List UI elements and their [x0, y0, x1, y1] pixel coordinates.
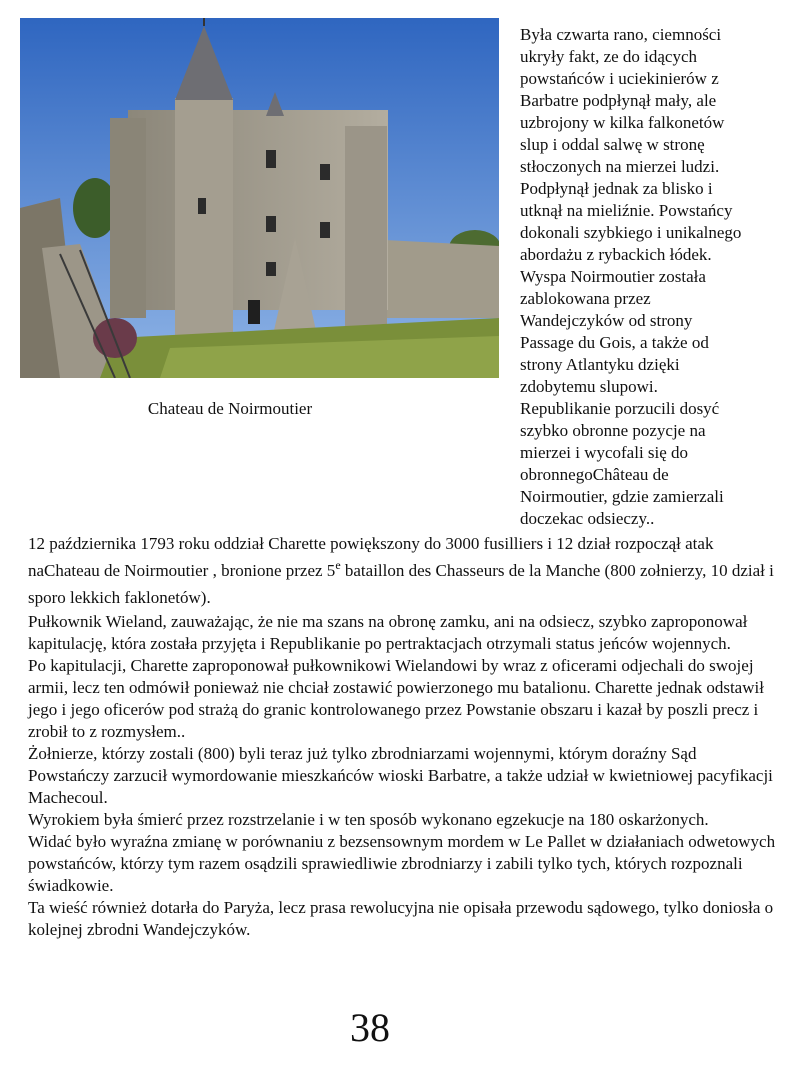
- paragraph-3: Po kapitulacji, Charette zaproponował pułkownikowi Wielandowi by wraz z oficerami odjechali do swojej armii, lecz ten odmówił ponieważ nie chciał zostawić powierzonego mu batalionu. Charette jednak odstawił jego i jego oficerów pod strażą do granic kontrolowanego przez Powstanie obszaru i kazał by poszli precz i zrobił to z rozmysłem..: [28, 656, 764, 741]
- castle-photo: [20, 18, 499, 378]
- paragraph-1: [28, 530, 780, 611]
- paragraph-4: Żołnierze, którzy zostali (800) byli teraz już tylko zbrodniarzami wojennymi, którym doraźny Sąd Powstańczy zarzucił wymordowanie mieszkańców wioski Barbatre, a także udział w kwietniowej pacyfikacji Machecoul.: [28, 744, 773, 807]
- superscript: e: [335, 558, 341, 572]
- paragraph-1-part-b: bataillon des Chasseurs de la Manche (800 zołnierzy, 10 dział i sporo lekkich faklonetów).: [28, 561, 774, 607]
- paragraph-7: Ta wieść również dotarła do Paryża, lecz prasa rewolucyjna nie opisała przewodu sądowego, tylko doniosła o kolejnej zbrodni Wandejczyków.: [28, 898, 774, 939]
- paragraph-5: Wyrokiem była śmierć przez rozstrzelanie i w ten sposób wykonano egzekucje na 180 oskarżonych.: [28, 810, 709, 829]
- paragraph-2: Pułkownik Wieland, zauważając, że nie ma szans na obronę zamku, ani na odsiecz, szybko zaproponował kapitulację, która została przyjęta i Republikanie po pertraktacjach otrzymali status jeńców wojennych.: [28, 612, 748, 653]
- figure-caption: Chateau de Noirmoutier: [147, 399, 313, 418]
- paragraph-1-part-a: 12 października 1793 roku oddział Charette powiększony do 3000 fusilliers i 12 dział rozpoczął atak naChateau de Noirmoutier , bronione przez 5: [28, 534, 714, 580]
- body-text: [28, 530, 780, 941]
- page-number: 38: [350, 1005, 390, 1050]
- paragraph-6: Widać było wyraźna zmianę w porównaniu z bezsensownym mordem w Le Pallet w działaniach odwetowych powstańców, którzy tym razem osądzili sprawiedliwie zbrodniarzy i zabili tylko tych, których rozpoznali świadkowie.: [28, 832, 776, 895]
- side-column-text: Była czwarta rano, ciemności ukryły fakt, ze do idących powstańców i uciekinierów z Barbatre podpłynął mały, ale uzbrojony w kilka falkonetów slup i oddal salwę w stronę stłoczonych na mierzei ludzi. Podpłynął jednak za blisko i utknął na mieliźnie. Powstańcy dokonali szybkiego i unikalnego abordażu z rybackich łódek. Wyspa Noirmoutier została zablokowana przez Wandejczyków od strony Passage du Gois, a także od strony Atlantyku dzięki zdobytemu slupowi. Republikanie porzucili dosyć szybko obronne pozycje na mierzei i wycofali się do obronnegoChâteau de Noirmoutier, gdzie zamierzali doczekac odsieczy..: [520, 25, 742, 528]
